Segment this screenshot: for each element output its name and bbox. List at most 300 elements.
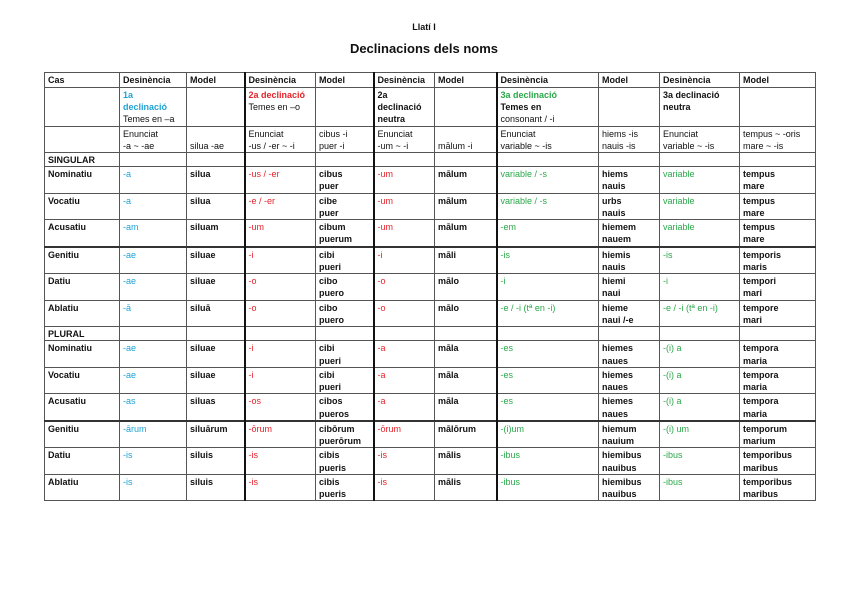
ending-1a bbox=[120, 167, 187, 194]
model-word: hiems -is bbox=[602, 128, 639, 139]
model-word: naui bbox=[602, 288, 621, 299]
model-word: siluae bbox=[190, 276, 216, 287]
declension-label: declinació bbox=[123, 102, 168, 113]
enunciat-value: -us / -er ~ -i bbox=[248, 140, 295, 151]
ending-text: -is bbox=[663, 249, 673, 260]
model-word: mare bbox=[743, 234, 765, 245]
ending-text: -o bbox=[248, 302, 257, 313]
header-cell: Model bbox=[435, 73, 497, 88]
empty-cell bbox=[187, 153, 245, 167]
empty-cell bbox=[245, 327, 316, 341]
model-3a bbox=[599, 167, 660, 194]
ending-2a bbox=[245, 341, 316, 368]
empty-cell bbox=[740, 88, 816, 127]
enunciat-cell bbox=[120, 126, 187, 152]
model-word: nauis bbox=[602, 261, 626, 272]
case-label: Ablatiu bbox=[48, 476, 79, 487]
model-word: cibus -i bbox=[319, 128, 348, 139]
model-1a bbox=[187, 367, 245, 394]
model-word: maria bbox=[743, 355, 768, 366]
ending-text: -is bbox=[500, 249, 510, 260]
model-word: nauis -is bbox=[602, 140, 636, 151]
ending-2a-neuter bbox=[374, 193, 435, 220]
model-word: temporum bbox=[743, 423, 788, 434]
model-1a bbox=[187, 167, 245, 194]
ending-3a-neuter bbox=[660, 220, 740, 247]
model-word: siluārum bbox=[190, 423, 228, 434]
declension-1 bbox=[120, 88, 187, 127]
ending-1a bbox=[120, 474, 187, 501]
model-3a bbox=[599, 300, 660, 327]
model-word: hiemes bbox=[602, 343, 634, 354]
model-word: silua bbox=[190, 169, 211, 180]
model-2a bbox=[316, 193, 374, 220]
ending-text: -ibus bbox=[500, 476, 521, 487]
ending-text: -(i) a bbox=[663, 343, 682, 354]
ending-text: -ae bbox=[123, 249, 137, 260]
case-label: Nominatiu bbox=[48, 169, 92, 180]
model-word: naues bbox=[602, 408, 629, 419]
model-word: cibo bbox=[319, 302, 338, 313]
model-word: puero bbox=[319, 288, 345, 299]
ending-text: -is bbox=[123, 476, 133, 487]
model-word: hiems bbox=[602, 169, 629, 180]
header-cell: Model bbox=[599, 73, 660, 88]
doc-title: Declinacions dels noms bbox=[349, 41, 499, 56]
ending-text: -ibus bbox=[500, 450, 521, 461]
model-word: naues bbox=[602, 355, 629, 366]
model-2a-neuter bbox=[435, 274, 497, 301]
header-cell: Cas bbox=[45, 73, 120, 88]
ending-1a bbox=[120, 274, 187, 301]
model-word: hiemibus bbox=[602, 450, 642, 461]
case-row bbox=[45, 394, 816, 421]
header-cell: Desinència bbox=[374, 73, 435, 88]
ending-2a bbox=[245, 367, 316, 394]
model-2a bbox=[316, 394, 374, 421]
declension-3-neuter bbox=[660, 88, 740, 127]
ending-3a bbox=[497, 167, 599, 194]
model-1a bbox=[187, 247, 245, 274]
model-word: puero bbox=[319, 314, 345, 325]
empty-cell bbox=[316, 153, 374, 167]
model-word: siluis bbox=[190, 476, 214, 487]
model-word: pueros bbox=[319, 408, 350, 419]
empty-cell bbox=[120, 327, 187, 341]
empty-cell bbox=[497, 153, 599, 167]
empty-cell bbox=[599, 153, 660, 167]
model-word: hiemes bbox=[602, 369, 634, 380]
ending-text: -a bbox=[377, 369, 386, 380]
ending-text: -ae bbox=[123, 369, 137, 380]
ending-2a bbox=[245, 167, 316, 194]
ending-text: -es bbox=[500, 343, 514, 354]
model-word: mālōrum bbox=[438, 423, 477, 434]
model-word: tempora bbox=[743, 343, 779, 354]
model-word: maribus bbox=[743, 489, 779, 500]
declension-names-row bbox=[45, 88, 816, 127]
ending-3a-neuter bbox=[660, 394, 740, 421]
header-row bbox=[45, 73, 816, 88]
ending-3a bbox=[497, 220, 599, 247]
enunciat-cell bbox=[497, 126, 599, 152]
ending-3a bbox=[497, 193, 599, 220]
model-2a bbox=[316, 247, 374, 274]
model-1a bbox=[187, 220, 245, 247]
ending-text: -os bbox=[248, 396, 262, 407]
ending-text: -es bbox=[500, 369, 514, 380]
model-word: nauis bbox=[602, 207, 626, 218]
empty-cell bbox=[497, 327, 599, 341]
model-2a-neuter bbox=[435, 341, 497, 368]
ending-1a bbox=[120, 193, 187, 220]
model-word: tempus ~ -oris bbox=[743, 128, 801, 139]
declension-stem: consonant / -i bbox=[500, 114, 555, 125]
empty-cell bbox=[187, 327, 245, 341]
ending-text: -ārum bbox=[123, 423, 147, 434]
case-name bbox=[45, 274, 120, 301]
model-word: nauem bbox=[602, 234, 632, 245]
ending-2a-neuter bbox=[374, 474, 435, 501]
ending-text: variable / -s bbox=[500, 169, 548, 180]
ending-text: -(i) a bbox=[663, 396, 682, 407]
ending-3a bbox=[497, 300, 599, 327]
model-word: siluis bbox=[190, 450, 214, 461]
model-word: siluas bbox=[190, 396, 216, 407]
model-2a bbox=[316, 421, 374, 448]
ending-text: -ā bbox=[123, 302, 132, 313]
case-name bbox=[45, 300, 120, 327]
ending-text: variable / -s bbox=[500, 195, 548, 206]
header-cell: Desinència bbox=[120, 73, 187, 88]
ending-1a bbox=[120, 220, 187, 247]
model-2a bbox=[316, 341, 374, 368]
model-word: naui /-e bbox=[602, 314, 634, 325]
case-name bbox=[45, 167, 120, 194]
header-cell: Desinència bbox=[245, 73, 316, 88]
declension-2 bbox=[245, 88, 316, 127]
empty-cell bbox=[599, 88, 660, 127]
model-word: tempora bbox=[743, 369, 779, 380]
ending-text: variable bbox=[663, 169, 695, 180]
ending-text: -o bbox=[248, 276, 257, 287]
enunciat-label: Enunciat bbox=[500, 128, 536, 139]
model-3a bbox=[599, 474, 660, 501]
model-word: tempori bbox=[743, 276, 777, 287]
case-label: Genitiu bbox=[48, 249, 79, 260]
case-label: Vocatiu bbox=[48, 195, 80, 206]
ending-3a bbox=[497, 448, 599, 475]
model-2a-neuter bbox=[435, 474, 497, 501]
model-word: tempus bbox=[743, 222, 776, 233]
model-word: cibi bbox=[319, 249, 335, 260]
ending-1a bbox=[120, 367, 187, 394]
model-word: cibo bbox=[319, 276, 338, 287]
model-1a bbox=[187, 474, 245, 501]
ending-text: -um bbox=[377, 195, 393, 206]
model-3a-neuter bbox=[740, 274, 816, 301]
doc-subtitle: Llatí I bbox=[412, 22, 436, 32]
ending-text: -a bbox=[377, 343, 386, 354]
model-word: temporibus bbox=[743, 476, 793, 487]
enunciat-row bbox=[45, 126, 816, 152]
model-1a bbox=[187, 448, 245, 475]
ending-text: -am bbox=[123, 222, 139, 233]
model-3a bbox=[599, 421, 660, 448]
model-word: mālo bbox=[438, 276, 460, 287]
model-word: pueri bbox=[319, 382, 342, 393]
ending-text: -ōrum bbox=[248, 423, 273, 434]
case-label: Datiu bbox=[48, 276, 71, 287]
model-3a-neuter bbox=[740, 474, 816, 501]
empty-cell bbox=[45, 88, 120, 127]
case-name bbox=[45, 367, 120, 394]
model-word: māla bbox=[438, 396, 459, 407]
model-word: māla bbox=[438, 343, 459, 354]
declension-label: neutra bbox=[663, 102, 691, 113]
declension-2-neuter bbox=[374, 88, 435, 127]
ending-text: -em bbox=[500, 222, 516, 233]
model-3a bbox=[599, 274, 660, 301]
enunciat-value: variable ~ -is bbox=[663, 140, 715, 151]
declension-stem: Temes en –o bbox=[248, 102, 301, 113]
ending-3a-neuter bbox=[660, 341, 740, 368]
model-word: tempus bbox=[743, 169, 776, 180]
empty-cell bbox=[316, 88, 374, 127]
model-3a bbox=[599, 448, 660, 475]
ending-1a bbox=[120, 247, 187, 274]
declension-label: 2a bbox=[377, 90, 388, 100]
enunciat-label: Enunciat bbox=[377, 128, 413, 139]
ending-2a-neuter bbox=[374, 220, 435, 247]
model-3a bbox=[599, 367, 660, 394]
ending-3a-neuter bbox=[660, 247, 740, 274]
model-2a-neuter bbox=[435, 394, 497, 421]
ending-2a bbox=[245, 247, 316, 274]
header-cell: Model bbox=[316, 73, 374, 88]
ending-text: -ibus bbox=[663, 450, 683, 461]
ending-text: -a bbox=[123, 195, 132, 206]
ending-2a-neuter bbox=[374, 448, 435, 475]
model-word: puerum bbox=[319, 234, 353, 245]
case-name bbox=[45, 474, 120, 501]
empty-cell bbox=[187, 88, 245, 127]
ending-3a bbox=[497, 474, 599, 501]
declension-label: declinació bbox=[377, 102, 422, 113]
model-word: urbs bbox=[602, 195, 622, 206]
ending-text: -o bbox=[377, 302, 386, 313]
model-word: nauium bbox=[602, 436, 635, 447]
case-row bbox=[45, 341, 816, 368]
ending-1a bbox=[120, 341, 187, 368]
model-word: mālis bbox=[438, 450, 462, 461]
ending-text: -ōrum bbox=[377, 423, 402, 434]
model-2a bbox=[316, 167, 374, 194]
ending-text: -is bbox=[248, 476, 258, 487]
case-name bbox=[45, 193, 120, 220]
model-3a-neuter bbox=[740, 394, 816, 421]
model-cell bbox=[740, 126, 816, 152]
model-3a-neuter bbox=[740, 421, 816, 448]
declension-label: neutra bbox=[377, 114, 406, 125]
enunciat-cell bbox=[245, 126, 316, 152]
ending-text: variable bbox=[663, 222, 695, 233]
model-word: cibum bbox=[319, 222, 346, 233]
header-cell: Desinència bbox=[497, 73, 599, 88]
model-word: tempore bbox=[743, 302, 779, 313]
model-3a bbox=[599, 394, 660, 421]
declension-3 bbox=[497, 88, 599, 127]
ending-3a-neuter bbox=[660, 448, 740, 475]
header-cell: Model bbox=[187, 73, 245, 88]
model-3a-neuter bbox=[740, 300, 816, 327]
model-word: mare bbox=[743, 207, 765, 218]
ending-2a-neuter bbox=[374, 167, 435, 194]
ending-1a bbox=[120, 448, 187, 475]
ending-text: -e / -i (tª en -i) bbox=[500, 302, 556, 313]
ending-text: -um bbox=[248, 222, 264, 233]
ending-3a bbox=[497, 247, 599, 274]
model-3a bbox=[599, 247, 660, 274]
enunciat-value: variable ~ -is bbox=[500, 140, 552, 151]
ending-text: -a bbox=[123, 169, 132, 180]
ending-text: -ibus bbox=[663, 476, 683, 487]
ending-text: -um bbox=[377, 222, 393, 233]
model-word: maria bbox=[743, 408, 768, 419]
empty-cell bbox=[245, 153, 316, 167]
enunciat-value: -um ~ -i bbox=[377, 140, 409, 151]
section-row-plural bbox=[45, 327, 816, 341]
model-word: maribus bbox=[743, 462, 779, 473]
empty-cell bbox=[316, 327, 374, 341]
model-word: marium bbox=[743, 436, 776, 447]
ending-3a-neuter bbox=[660, 193, 740, 220]
ending-text: -a bbox=[377, 396, 386, 407]
model-word: mare ~ -is bbox=[743, 140, 784, 151]
ending-3a-neuter bbox=[660, 367, 740, 394]
model-2a-neuter bbox=[435, 300, 497, 327]
ending-2a-neuter bbox=[374, 421, 435, 448]
ending-text: -is bbox=[123, 450, 133, 461]
empty-cell bbox=[435, 88, 497, 127]
model-word: pueri bbox=[319, 261, 342, 272]
model-word: hiemibus bbox=[602, 476, 642, 487]
ending-2a-neuter bbox=[374, 367, 435, 394]
enunciat-value: -a ~ -ae bbox=[123, 140, 155, 151]
model-3a-neuter bbox=[740, 247, 816, 274]
model-word: puer bbox=[319, 181, 339, 192]
model-word: mari bbox=[743, 288, 763, 299]
model-word: mari bbox=[743, 314, 763, 325]
section-label: PLURAL bbox=[45, 327, 120, 341]
case-name bbox=[45, 394, 120, 421]
model-word: siluae bbox=[190, 249, 216, 260]
case-row bbox=[45, 474, 816, 501]
ending-text: -es bbox=[500, 396, 514, 407]
ending-text: -is bbox=[377, 476, 387, 487]
empty-cell bbox=[740, 327, 816, 341]
model-word: naues bbox=[602, 382, 629, 393]
model-3a-neuter bbox=[740, 367, 816, 394]
case-label: Genitiu bbox=[48, 423, 79, 434]
model-word: cibōrum bbox=[319, 423, 355, 434]
ending-2a bbox=[245, 394, 316, 421]
model-2a-neuter bbox=[435, 220, 497, 247]
model-3a bbox=[599, 341, 660, 368]
case-name bbox=[45, 421, 120, 448]
case-name bbox=[45, 247, 120, 274]
case-label: Vocatiu bbox=[48, 369, 80, 380]
model-2a-neuter bbox=[435, 367, 497, 394]
case-row bbox=[45, 367, 816, 394]
model-word: pueris bbox=[319, 462, 347, 473]
model-2a-neuter bbox=[435, 247, 497, 274]
model-word: temporis bbox=[743, 249, 782, 260]
ending-3a-neuter bbox=[660, 421, 740, 448]
empty-cell bbox=[660, 153, 740, 167]
model-3a-neuter bbox=[740, 193, 816, 220]
model-3a bbox=[599, 220, 660, 247]
model-word: hiemes bbox=[602, 396, 634, 407]
ending-2a-neuter bbox=[374, 394, 435, 421]
empty-cell bbox=[599, 327, 660, 341]
ending-2a bbox=[245, 274, 316, 301]
model-3a-neuter bbox=[740, 220, 816, 247]
model-word: cibe bbox=[319, 195, 338, 206]
ending-text: -as bbox=[123, 396, 136, 407]
model-word: cibos bbox=[319, 396, 343, 407]
model-1a bbox=[187, 421, 245, 448]
declension-label: 2a declinació bbox=[248, 90, 306, 100]
ending-text: -(i) um bbox=[663, 423, 689, 434]
case-label: Nominatiu bbox=[48, 343, 92, 354]
model-word: siluā bbox=[190, 302, 211, 313]
ending-2a bbox=[245, 300, 316, 327]
model-word: siluae bbox=[190, 343, 216, 354]
model-word: silua bbox=[190, 195, 211, 206]
model-word: mālum bbox=[438, 195, 468, 206]
model-word: nauibus bbox=[602, 462, 637, 473]
model-word: cibus bbox=[319, 169, 343, 180]
empty-cell bbox=[120, 153, 187, 167]
ending-text: -i bbox=[248, 343, 254, 354]
ending-1a bbox=[120, 394, 187, 421]
ending-2a bbox=[245, 421, 316, 448]
empty-cell bbox=[740, 153, 816, 167]
model-word: hiemem bbox=[602, 222, 637, 233]
header-cell: Model bbox=[740, 73, 816, 88]
ending-3a bbox=[497, 394, 599, 421]
case-label: Ablatiu bbox=[48, 302, 79, 313]
model-2a-neuter bbox=[435, 448, 497, 475]
case-row bbox=[45, 274, 816, 301]
ending-text: -i bbox=[248, 249, 254, 260]
ending-1a bbox=[120, 421, 187, 448]
empty-cell bbox=[45, 126, 120, 152]
ending-text: -um bbox=[377, 169, 393, 180]
model-word: cibi bbox=[319, 369, 335, 380]
model-2a-neuter bbox=[435, 421, 497, 448]
model-word: cibis bbox=[319, 450, 340, 461]
model-cell: silua -ae bbox=[187, 126, 245, 152]
model-word: nauibus bbox=[602, 489, 637, 500]
case-row bbox=[45, 167, 816, 194]
model-3a-neuter bbox=[740, 341, 816, 368]
model-word: mālum bbox=[438, 222, 468, 233]
enunciat-cell bbox=[660, 126, 740, 152]
ending-2a bbox=[245, 474, 316, 501]
model-cell bbox=[316, 126, 374, 152]
